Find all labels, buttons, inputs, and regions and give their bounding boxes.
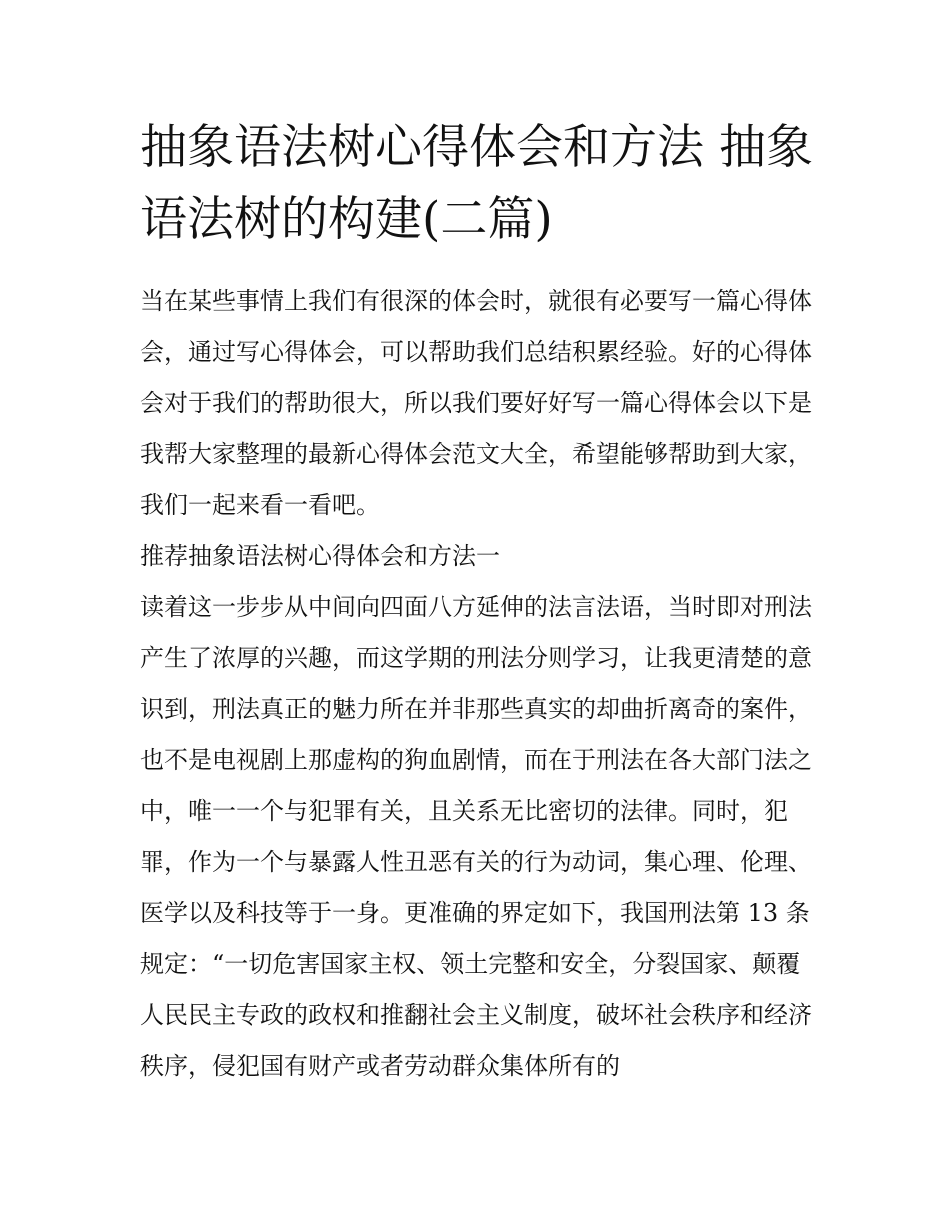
document-title: 抽象语法树心得体会和方法 抽象语法树的构建(二篇) xyxy=(140,120,813,247)
section-heading: 推荐抽象语法树心得体会和方法一 xyxy=(140,542,500,570)
document-body xyxy=(140,276,814,1092)
intro-paragraph: 当在某些事情上我们有很深的体会时，就很有必要写一篇心得体会，通过写心得体会，可以帮助我们总结积累经验。好的心得体会对于我们的帮助很大，所以我们要好好写一篇心得体会以下是我帮大家整理的最新心得体会范文大全，希望能够帮助到大家，我们一起来看一看吧。 xyxy=(140,287,812,519)
body-paragraph: 读着这一步步从中间向四面八方延伸的法言法语，当时即对刑法产生了浓厚的兴趣，而这学期的刑法分则学习，让我更清楚的意识到，刑法真正的魅力所在并非那些真实的却曲折离奇的案件，也不是电视剧上那虚构的狗血剧情，而在于刑法在各大部门法之中，唯一一个与犯罪有关，且关系无比密切的法律。同时，犯罪，作为一个与暴露人性丑恶有关的行为动词，集心理、伦理、医学以及科技等于一身。更准确的界定如下，我国刑法第 13 条规定：“一切危害国家主权、领土完整和安全，分裂国家、颠覆人民民主专政的政权和推翻社会主义制度，破坏社会秩序和经济秩序，侵犯国有财产或者劳动群众集体所有的 xyxy=(140,593,812,1080)
